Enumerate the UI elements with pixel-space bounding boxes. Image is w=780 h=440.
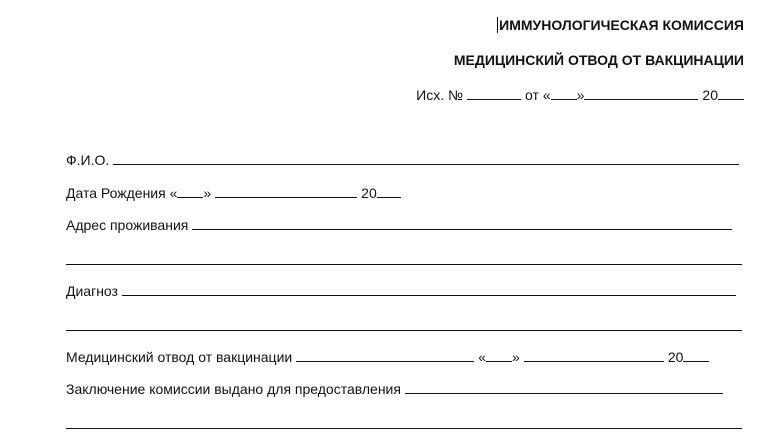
exemption-year-blank[interactable] [683, 347, 709, 362]
exemption-label: Медицинский отвод от вакцинации [66, 349, 293, 365]
birth-year-prefix: 20 [361, 185, 377, 201]
ref-month-blank[interactable] [584, 85, 698, 100]
birth-day-blank[interactable] [177, 183, 203, 198]
address-label: Адрес проживания [66, 217, 189, 233]
fio-label: Ф.И.О. [66, 152, 110, 168]
exemption-year-prefix: 20 [667, 349, 684, 365]
commission-heading [497, 17, 744, 33]
document-title: МЕДИЦИНСКИЙ ОТВОД ОТ ВАКЦИНАЦИИ [453, 52, 744, 68]
birth-year-blank[interactable] [377, 183, 401, 198]
ref-year-prefix: 20 [702, 87, 718, 103]
birth-month-blank[interactable] [215, 183, 357, 198]
ref-quote-close: » [576, 87, 585, 103]
exemption-row [66, 347, 709, 367]
address-blank[interactable] [192, 215, 732, 230]
fio-blank[interactable] [113, 150, 739, 165]
ref-day-blank[interactable] [551, 85, 577, 100]
birth-label: Дата Рождения « [66, 185, 178, 201]
ref-from-label: от « [525, 87, 551, 103]
address-continuation-line[interactable] [66, 264, 742, 265]
commission-heading-text: ИММУНОЛОГИЧЕСКАЯ КОМИССИЯ [499, 17, 744, 33]
diagnosis-row [66, 281, 736, 301]
fio-row [66, 150, 739, 170]
ref-number-blank[interactable] [467, 85, 521, 100]
exemption-quote-close: » [512, 349, 520, 365]
ref-number-label: Исх. № [416, 87, 464, 103]
conclusion-continuation-line[interactable] [66, 428, 742, 429]
exemption-day-blank[interactable] [486, 347, 512, 362]
diagnosis-label: Диагноз [66, 283, 118, 299]
birth-date-row [66, 183, 401, 203]
reference-line [416, 85, 744, 103]
text-cursor [497, 17, 498, 33]
diagnosis-continuation-line[interactable] [66, 330, 742, 331]
exemption-month-blank[interactable] [524, 347, 664, 362]
address-row [66, 215, 732, 235]
exemption-number-blank[interactable] [296, 347, 474, 362]
conclusion-label: Заключение комиссии выдано для предоставления [66, 381, 401, 397]
conclusion-row [66, 379, 723, 399]
diagnosis-blank[interactable] [122, 281, 736, 296]
birth-quote-close: » [203, 185, 212, 201]
exemption-quote-open: « [478, 349, 487, 365]
ref-year-blank[interactable] [718, 85, 744, 100]
conclusion-blank[interactable] [405, 379, 723, 394]
